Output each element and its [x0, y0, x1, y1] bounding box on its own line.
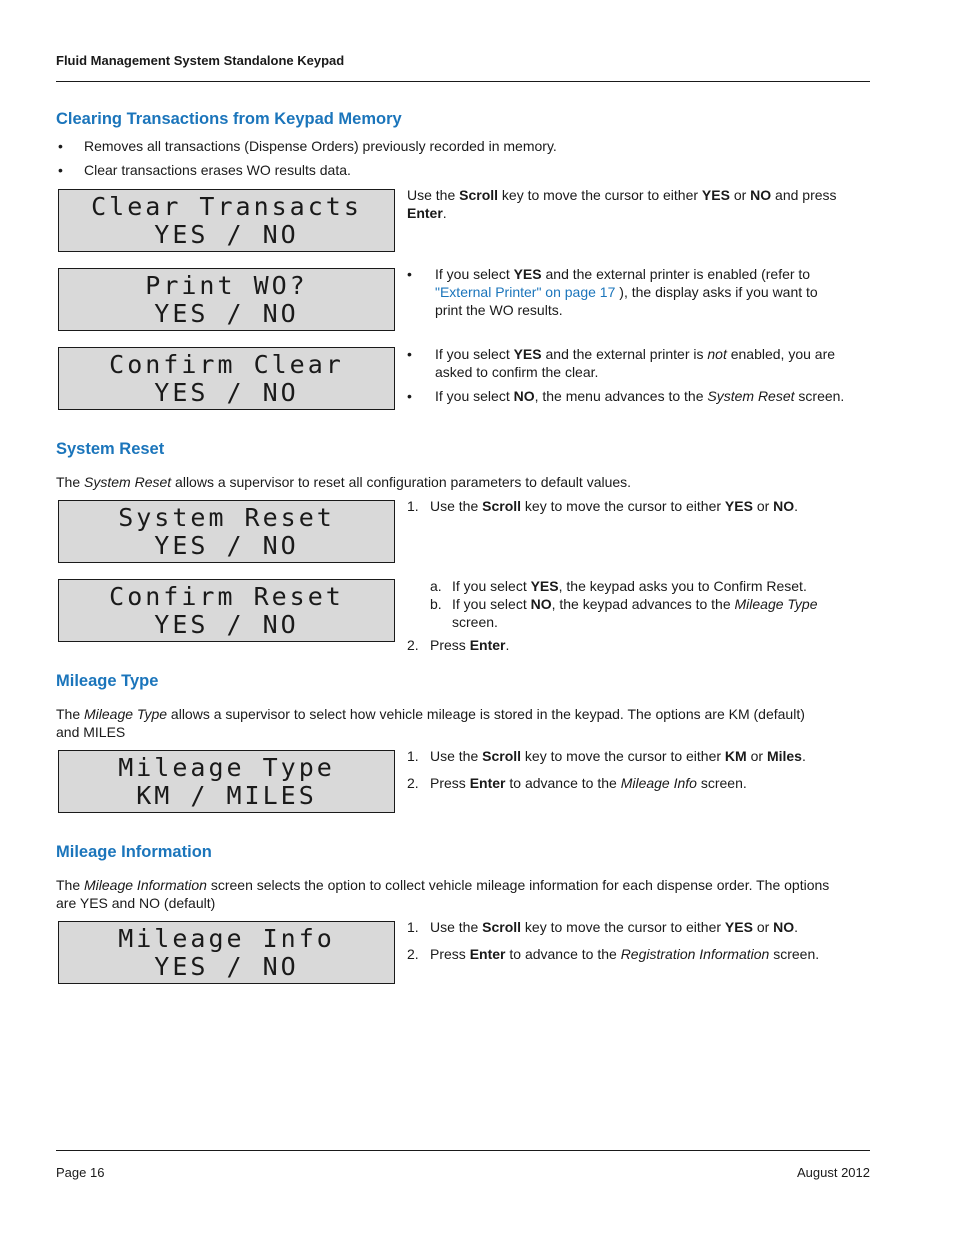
bullet-yes-printer-enabled: • If you select YES and the external printer is enabled (refer to "External Printer" on page 17 ), the display asks if you want to print the WO results.: [407, 266, 818, 318]
heading-mileage-information: Mileage Information: [56, 843, 212, 861]
lcd-confirm-clear: Confirm Clear YES / NO: [58, 347, 395, 410]
external-printer-link[interactable]: "External Printer" on page 17: [435, 284, 616, 300]
step-item: 1. Use the Scroll key to move the cursor to either YES or NO.: [407, 498, 799, 514]
substep-item: b. If you select NO, the keypad advances to the Mileage Type screen.: [430, 596, 818, 630]
mileage-type-description: The Mileage Type allows a supervisor to select how vehicle mileage is stored in the keypad. The options are KM (default) and MILES: [56, 706, 805, 740]
mileage-information-description: The Mileage Information screen selects the option to collect vehicle mileage information for each dispense order. The options are YES and NO (default): [56, 877, 830, 911]
lcd-mileage-info: Mileage Info YES / NO: [58, 921, 395, 984]
bullet-item: • Clear transactions erases WO results data.: [58, 162, 351, 178]
lcd-confirm-reset: Confirm Reset YES / NO: [58, 579, 395, 642]
heading-clearing-transactions: Clearing Transactions from Keypad Memory: [56, 110, 402, 128]
step-item: 2. Press Enter to advance to the Mileage Info screen.: [407, 775, 747, 791]
substep-item: a. If you select YES, the keypad asks you to Confirm Reset.: [430, 578, 807, 594]
publication-date: August 2012: [796, 1165, 870, 1180]
step-item: 1. Use the Scroll key to move the cursor to either YES or NO.: [407, 919, 799, 935]
footer-rule: [56, 1150, 870, 1151]
bullet-item: • Removes all transactions (Dispense Orders) previously recorded in memory.: [58, 138, 557, 154]
bullet-yes-printer-not-enabled: • If you select YES and the external printer is not enabled, you are asked to confirm the clear.: [407, 346, 836, 380]
lcd-system-reset: System Reset YES / NO: [58, 500, 395, 563]
step-item: 1. Use the Scroll key to move the cursor to either KM or Miles.: [407, 748, 806, 764]
lcd-print-wo: Print WO? YES / NO: [58, 268, 395, 331]
system-reset-description: The System Reset allows a supervisor to reset all configuration parameters to default values.: [56, 474, 632, 490]
page-number: Page 16: [56, 1165, 105, 1180]
scroll-instruction: Use the Scroll key to move the cursor to either YES or NO and press Enter.: [407, 187, 837, 221]
step-item: 2. Press Enter to advance to the Registration Information screen.: [407, 946, 820, 962]
heading-system-reset: System Reset: [56, 440, 165, 458]
document-title: Fluid Management System Standalone Keypad: [56, 53, 345, 68]
lcd-clear-transacts: Clear Transacts YES / NO: [58, 189, 395, 252]
header-rule: [56, 81, 870, 82]
lcd-mileage-type: Mileage Type KM / MILES: [58, 750, 395, 813]
step-item: 2. Press Enter.: [407, 637, 510, 653]
bullet-no-advance: • If you select NO, the menu advances to the System Reset screen.: [407, 388, 845, 404]
heading-mileage-type: Mileage Type: [56, 672, 159, 690]
